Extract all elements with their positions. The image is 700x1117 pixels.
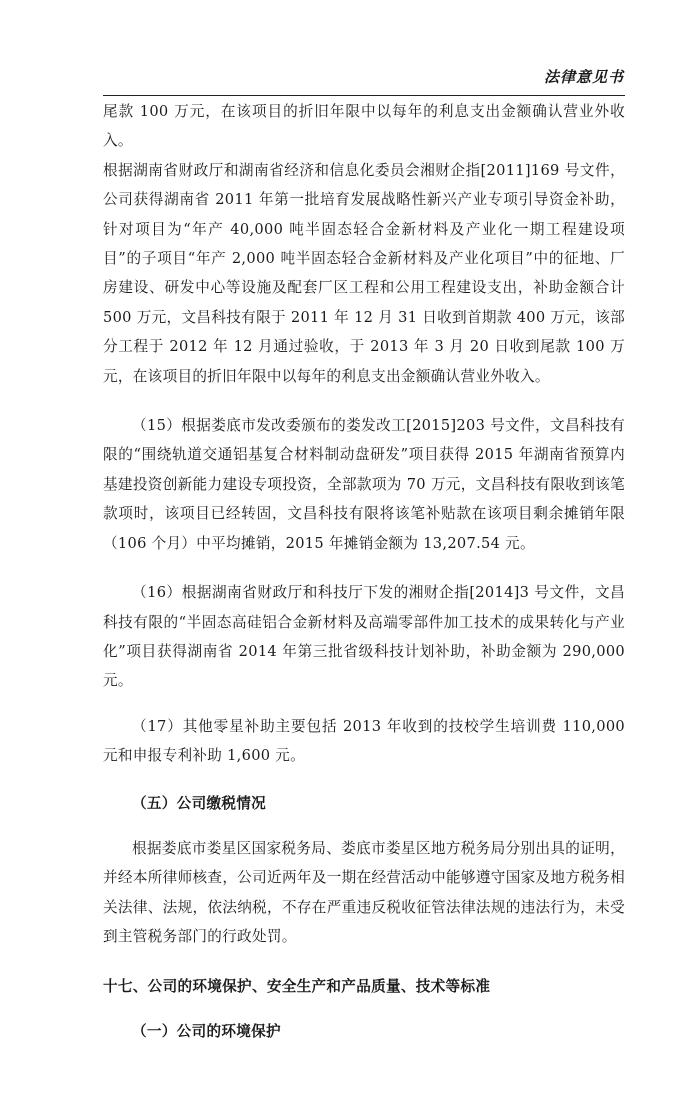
header-title: 法律意见书 [543, 68, 624, 86]
subsection-heading-environment: （一）公司的环境保护 [132, 1022, 281, 1040]
paragraph-continuation: 尾款 100 万元，在该项目的折旧年限中以每年的利息支出金额确认营业外收入。 [103, 103, 625, 150]
paragraph-item-17: （17）其他零星补助主要包括 2013 年收到的技校学生培训费 110,000 元和申报专利补助 1,600 元。 [103, 717, 625, 765]
header-divider [103, 95, 625, 96]
paragraph-tax: 根据娄底市娄星区国家税务局、娄底市娄星区地方税务局分别出具的证明，并经本所律师核查，公司近两年及一期在经营活动中能够遵守国家及地方税务相关法律、法规，依法纳税，不存在严重违反税收征管法律法规的违法行为，未受到主管税务部门的行政处罚。 [103, 839, 625, 946]
section-heading-tax: （五）公司缴税情况 [132, 794, 267, 812]
paragraph-item-16: （16）根据湖南省财政厅和科技厅下发的湘财企指[2014]3 号文件，文昌科技有限的“半固态高硅铝合金新材料及高端零部件加工技术的成果转化与产业化”项目获得湖南省 2014 年第三批省级科技计划补助，补助金额为 290,000 元。 [103, 584, 625, 690]
paragraph-item-15: （15）根据娄底市发改委颁布的娄发改工[2015]203 号文件，文昌科技有限的“围绕轨道交通铝基复合材料制动盘研发”项目获得 2015 年湖南省预算内基建投资创新能力建设专项投资，全部款项为 70 万元，文昌科技有限收到该笔款项时，该项目已经转固，文昌科技有限将该笔补贴款在该项目剩余摊销年限（106 个月）中平均摊销，2015 年摊销金额为 13,207.54 元。 [103, 417, 625, 552]
document-body [103, 97, 625, 1046]
paragraph-subsidy-2011: 根据湖南省财政厅和湖南省经济和信息化委员会湘财企指[2011]169 号文件，公司获得湖南省 2011 年第一批培育发展战略性新兴产业专项引导资金补助，针对项目为“年产 40,000 吨半固态轻合金新材料及产业化一期工程建设项目”的子项目“年产 2,000 吨半固态轻合金新材料及产业化项目”中的征地、厂房建设、研发中心等设施及配套厂区工程和公用工程建设支出，补助金额合计 500 万元，文昌科技有限于 2011 年 12 月 31 日收到首期款 400 万元，该部分工程于 2012 年 12 月通过验收，于 2013 年 3 月 20 日收到尾款 100 万元，在该项目的折旧年限中以每年的利息支出金额确认营业外收入。 [103, 161, 625, 385]
section-heading-17: 十七、公司的环境保护、安全生产和产品质量、技术等标准 [103, 977, 491, 995]
